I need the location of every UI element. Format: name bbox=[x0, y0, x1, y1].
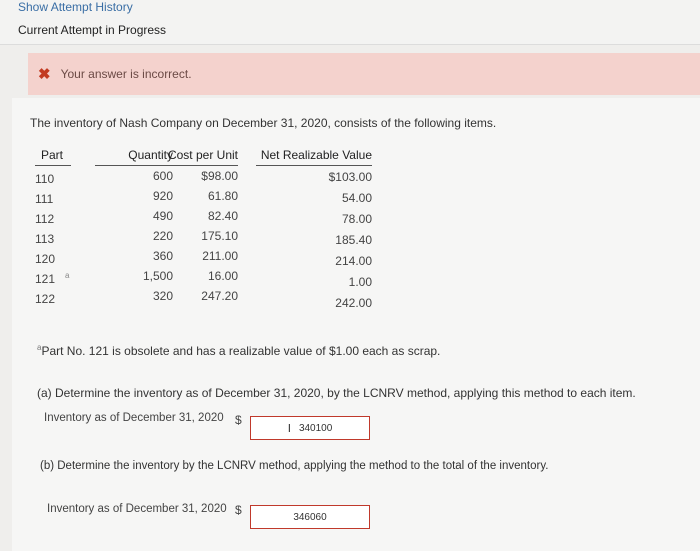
part-a-currency: $ bbox=[235, 413, 242, 427]
column-header-nrv: Net Realizable Value bbox=[256, 148, 372, 166]
part-a-answer-input[interactable] bbox=[250, 416, 370, 440]
nrv-cell: 242.00 bbox=[335, 296, 372, 310]
part-a-answer-value: 340100 bbox=[298, 422, 333, 434]
part-a-inventory-label: Inventory as of December 31, 2020 bbox=[44, 412, 224, 424]
cost-cell: 16.00 bbox=[207, 269, 238, 283]
nrv-column bbox=[256, 148, 372, 313]
cost-cell: 247.20 bbox=[201, 289, 238, 303]
part-column bbox=[35, 148, 70, 306]
part-cell bbox=[35, 266, 70, 286]
part-cell bbox=[35, 206, 65, 226]
part-b-inventory-label: Inventory as of December 31, 2020 bbox=[47, 503, 227, 515]
part-number: 121 bbox=[35, 272, 56, 286]
quantity-cell: 360 bbox=[152, 249, 173, 263]
nrv-cell: 78.00 bbox=[341, 212, 372, 226]
alert-message: Your answer is incorrect. bbox=[60, 67, 192, 81]
part-number: 111 bbox=[35, 192, 54, 206]
quantity-cell: 1,500 bbox=[142, 269, 173, 283]
nrv-cell: $103.00 bbox=[328, 170, 372, 184]
show-attempt-history-link[interactable]: Show Attempt History bbox=[18, 0, 133, 14]
quantity-cell: 220 bbox=[152, 229, 173, 243]
part-b-answer-input[interactable] bbox=[250, 505, 370, 529]
current-attempt-label: Current Attempt in Progress bbox=[18, 23, 167, 37]
quantity-cell: 920 bbox=[152, 189, 173, 203]
column-header-part: Part bbox=[35, 148, 71, 166]
footnote-ref: a bbox=[65, 271, 70, 280]
column-header-quantity: Quantity bbox=[95, 148, 173, 166]
part-cell bbox=[35, 226, 65, 246]
part-number: 122 bbox=[35, 292, 56, 306]
close-icon: ✖ bbox=[38, 66, 51, 83]
cost-cell: 175.10 bbox=[201, 229, 238, 243]
quantity-cell: 320 bbox=[152, 289, 173, 303]
part-number: 110 bbox=[35, 172, 55, 186]
part-number: 113 bbox=[35, 232, 55, 246]
part-b-answer-value: 346060 bbox=[293, 511, 327, 523]
cost-cell: $98.00 bbox=[201, 169, 238, 183]
part-cell bbox=[35, 166, 65, 186]
nrv-cell: 185.40 bbox=[335, 233, 372, 247]
cost-cell: 211.00 bbox=[202, 249, 238, 263]
incorrect-answer-alert bbox=[28, 53, 700, 95]
nrv-cell: 1.00 bbox=[348, 275, 372, 289]
quantity-cell: 600 bbox=[152, 169, 173, 183]
nrv-cell: 54.00 bbox=[341, 191, 372, 205]
footnote bbox=[37, 343, 440, 358]
footnote-mark: a bbox=[37, 343, 42, 352]
text-cursor-icon: I bbox=[287, 421, 291, 435]
quantity-column bbox=[95, 148, 173, 306]
cost-column bbox=[166, 148, 238, 306]
part-b-question: (b) Determine the inventory by the LCNRV method, applying the method to the total of the inventory. bbox=[40, 460, 549, 472]
part-a-question: (a) Determine the inventory as of December 31, 2020, by the LCNRV method, applying this method to each item. bbox=[37, 386, 636, 400]
part-b-currency: $ bbox=[235, 503, 242, 517]
part-cell bbox=[35, 286, 65, 306]
part-cell bbox=[35, 246, 65, 266]
cost-cell: 61.80 bbox=[207, 189, 238, 203]
footnote-text: Part No. 121 is obsolete and has a realizable value of $1.00 each as scrap. bbox=[41, 344, 441, 358]
problem-intro: The inventory of Nash Company on December 31, 2020, consists of the following items. bbox=[30, 116, 497, 130]
part-number: 112 bbox=[35, 212, 55, 226]
part-number: 120 bbox=[35, 252, 56, 266]
quantity-cell: 490 bbox=[152, 209, 173, 223]
nrv-cell: 214.00 bbox=[335, 254, 372, 268]
part-cell bbox=[35, 186, 65, 206]
cost-cell: 82.40 bbox=[207, 209, 238, 223]
column-header-cost: Cost per Unit bbox=[166, 148, 238, 166]
